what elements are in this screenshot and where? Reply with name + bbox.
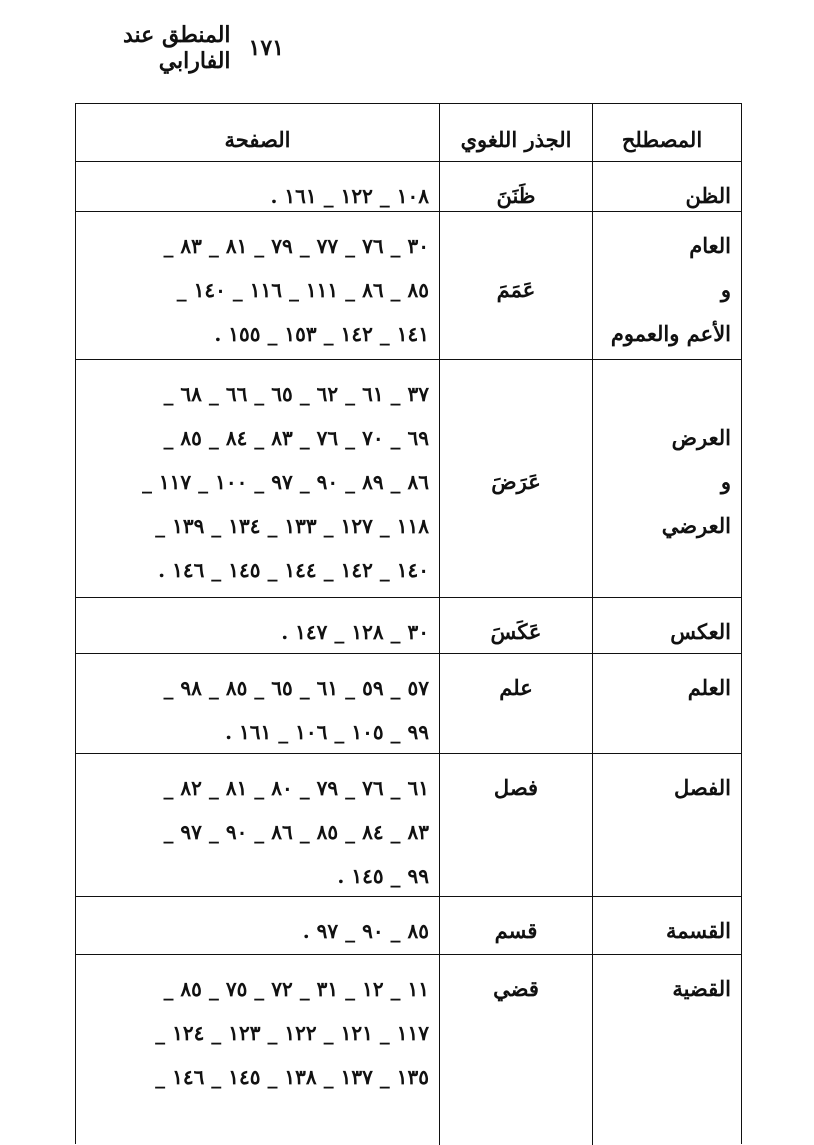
header-term: المصطلح: [592, 104, 741, 161]
term-cell: القضية: [592, 955, 741, 1145]
table-row: [76, 598, 741, 654]
table-row: [76, 162, 741, 212]
root-cell: قسم: [439, 897, 592, 954]
pages-cell: ١٠٨ _ ١٢٢ _ ١٦١ .: [270, 184, 429, 208]
term-cell: العلم: [592, 654, 741, 753]
pages-cell: ١١ _ ١٢ _ ٣١ _ ٧٢ _ ٧٥ _ ٨٥ _ ١١٧ _ ١٢١ _ ١٢٢ _ ١٢٣ _ ١٢٤ _ ١٣٥ _ ١٣٧ _ ١٣٨ _ ١٤٥ _ ١٤٦ _: [155, 977, 429, 1089]
root-cell: عَكَسَ: [439, 598, 592, 653]
running-header: [74, 22, 284, 74]
term-cell: العرض و العرضي: [592, 360, 741, 597]
table-row: [76, 754, 741, 897]
pages-cell: ٥٧ _ ٥٩ _ ٦١ _ ٦٥ _ ٨٥ _ ٩٨ _ ٩٩ _ ١٠٥ _ ١٠٦ _ ١٦١ .: [163, 676, 429, 744]
pages-cell: ٦١ _ ٧٦ _ ٧٩ _ ٨٠ _ ٨١ _ ٨٢ _ ٨٣ _ ٨٤ _ ٨٥ _ ٨٦ _ ٩٠ _ ٩٧ _ ٩٩ _ ١٤٥ .: [163, 776, 429, 888]
table-header-row: [76, 104, 741, 162]
table-row: [76, 360, 741, 598]
glossary-table: [75, 103, 742, 1144]
table-row: [76, 654, 741, 754]
pages-cell: ٣٠ _ ١٢٨ _ ١٤٧ .: [281, 620, 429, 644]
pages-cell: ٨٥ _ ٩٠ _ ٩٧ .: [302, 919, 429, 943]
root-cell: ظَنَنَ: [439, 162, 592, 211]
term-cell: الظن: [592, 162, 741, 211]
header-root: الجذر اللغوي: [439, 104, 592, 161]
header-pages: الصفحة: [224, 127, 291, 152]
root-cell: فصل: [439, 754, 592, 896]
table-row: [76, 955, 741, 1145]
running-title: المنطق عند الفارابي: [123, 22, 231, 74]
pages-cell: ٣٠ _ ٧٦ _ ٧٧ _ ٧٩ _ ٨١ _ ٨٣ _ ٨٥ _ ٨٦ _ ١١١ _ ١١٦ _ ١٤٠ _ ١٤١ _ ١٤٢ _ ١٥٣ _ ١٥٥ .: [163, 234, 429, 346]
table-row: [76, 897, 741, 955]
root-cell: عَرَضَ: [439, 360, 592, 597]
term-cell: العكس: [592, 598, 741, 653]
term-cell: القسمة: [592, 897, 741, 954]
root-cell: قضي: [439, 955, 592, 1145]
root-cell: علم: [439, 654, 592, 753]
pages-cell: ٣٧ _ ٦١ _ ٦٢ _ ٦٥ _ ٦٦ _ ٦٨ _ ٦٩ _ ٧٠ _ ٧٦ _ ٨٣ _ ٨٤ _ ٨٥ _ ٨٦ _ ٨٩ _ ٩٠ _ ٩٧ _ ١٠٠ _ ١١٧ _ ١١٨ _ ١٢٧ _ ١٣٣ _ ١٣٤ _ ١٣٩ _ ١٤٠ _ ١٤٢ _ ١٤٤ _ ١٤٥ _ ١٤٦ .: [141, 382, 429, 582]
term-cell: العام و الأعم والعموم: [592, 212, 741, 359]
page-number: ١٧١: [248, 35, 284, 61]
table-row: [76, 212, 741, 360]
root-cell: عَمَمَ: [439, 212, 592, 359]
term-cell: الفصل: [592, 754, 741, 896]
